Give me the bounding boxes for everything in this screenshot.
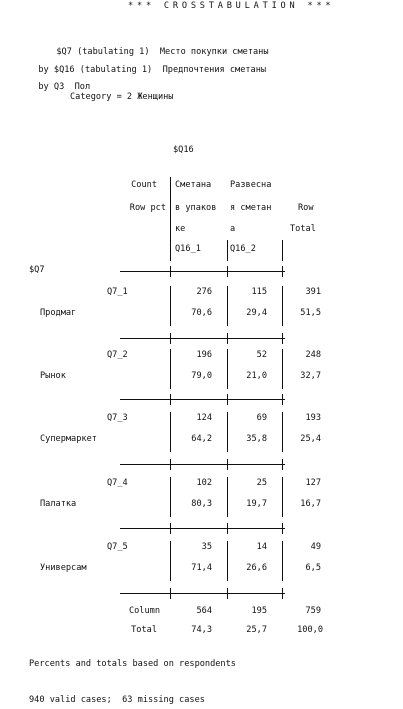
row-code: Q7_5 xyxy=(107,542,128,552)
layer-variable-name: Q3 xyxy=(53,81,65,92)
cell-count: 52 xyxy=(256,350,267,360)
cell-row-pct: 71,4 xyxy=(191,563,212,573)
column-variable-name: $Q16 xyxy=(53,64,75,75)
row-total-count: 49 xyxy=(310,542,321,552)
section-rule xyxy=(120,271,285,272)
column-divider xyxy=(227,412,228,452)
cell-row-pct: 64,2 xyxy=(191,434,212,444)
column-total-pct-1: 74,3 xyxy=(191,625,212,635)
column-variable-title: $Q16 xyxy=(173,145,194,155)
column-variable-label: Предпочтения сметаны xyxy=(162,64,267,75)
row-code: Q7_1 xyxy=(107,287,128,297)
rule-tick xyxy=(227,523,228,534)
crosstab-banner: *** CROSSTABULATION *** xyxy=(128,1,335,11)
column-divider xyxy=(282,477,283,517)
by-keyword: by xyxy=(38,64,49,75)
cell-row-pct: 19,7 xyxy=(246,499,267,509)
row-total-pct: 16,7 xyxy=(300,499,321,509)
percents-note: Percents and totals based on respondents xyxy=(29,659,236,669)
rule-tick xyxy=(227,459,228,470)
rule-tick xyxy=(170,459,171,470)
section-rule xyxy=(120,528,285,529)
rule-tick xyxy=(282,333,283,344)
header-divider xyxy=(282,240,283,261)
column-divider xyxy=(227,286,228,326)
rule-tick xyxy=(170,266,171,277)
column-total-label-1: Column xyxy=(128,606,160,616)
rule-tick xyxy=(282,588,283,599)
cell-count: 276 xyxy=(196,287,212,297)
column-2-code: Q16_2 xyxy=(230,244,256,254)
column-divider xyxy=(282,349,283,389)
row-total-pct: 25,4 xyxy=(300,434,321,444)
column-divider xyxy=(227,349,228,389)
column-variable-line xyxy=(28,57,266,74)
layer-variable-label: Пол xyxy=(74,81,91,92)
header-divider xyxy=(227,240,228,261)
cell-row-pct: 26,6 xyxy=(246,563,267,573)
column-2-label-line-3: а xyxy=(230,224,236,234)
row-total-count: 127 xyxy=(305,478,321,488)
column-divider xyxy=(227,477,228,517)
section-rule xyxy=(120,464,285,465)
rule-tick xyxy=(282,394,283,405)
grand-total-pct: 100,0 xyxy=(297,625,323,635)
tabulating-note: (tabulating 1) xyxy=(77,46,150,57)
row-code: Q7_2 xyxy=(107,350,128,360)
column-2-label-line-1: Развесна xyxy=(230,180,272,190)
header-divider xyxy=(170,177,171,261)
cell-row-pct: 79,0 xyxy=(191,371,212,381)
rule-tick xyxy=(227,266,228,277)
column-divider xyxy=(282,412,283,452)
rule-tick xyxy=(227,588,228,599)
row-total-count: 193 xyxy=(305,413,321,423)
cell-count: 124 xyxy=(196,413,212,423)
rule-tick xyxy=(170,588,171,599)
row-variable-line xyxy=(46,39,269,56)
count-label: Count xyxy=(131,180,157,190)
cell-row-pct: 35,8 xyxy=(246,434,267,444)
cell-row-pct: 21,0 xyxy=(246,371,267,381)
section-rule xyxy=(120,593,285,594)
section-rule xyxy=(120,399,285,400)
row-code: Q7_3 xyxy=(107,413,128,423)
cell-count: 25 xyxy=(256,478,267,488)
row-variable-label: Место покупки сметаны xyxy=(159,46,269,57)
rule-tick xyxy=(170,333,171,344)
row-total-label-line-2: Total xyxy=(290,224,316,234)
row-total-count: 248 xyxy=(305,350,321,360)
row-total-pct: 51,5 xyxy=(300,308,321,318)
column-total-count-1: 564 xyxy=(196,606,212,616)
row-variable-name: $Q7 xyxy=(56,46,72,57)
row-label: Супермаркет xyxy=(40,434,97,444)
cell-count: 115 xyxy=(251,287,267,297)
column-1-label-line-3: ке xyxy=(175,224,186,234)
column-divider xyxy=(282,286,283,326)
layer-variable-line xyxy=(28,74,90,91)
cell-count: 196 xyxy=(196,350,212,360)
cell-row-pct: 29,4 xyxy=(246,308,267,318)
column-divider xyxy=(170,477,171,517)
column-total-pct-2: 25,7 xyxy=(246,625,267,635)
column-divider xyxy=(227,541,228,581)
by-keyword: by xyxy=(38,81,49,92)
column-divider xyxy=(170,412,171,452)
row-total-count: 391 xyxy=(305,287,321,297)
column-total-label-2: Total xyxy=(131,625,157,635)
cases-summary: 940 valid cases; 63 missing cases xyxy=(29,695,205,705)
rule-tick xyxy=(282,459,283,470)
rule-tick xyxy=(282,523,283,534)
row-label: Рынок xyxy=(40,371,66,381)
category-line: Category = 2 Женщины xyxy=(70,92,174,102)
rule-tick xyxy=(282,266,283,277)
cell-row-pct: 70,6 xyxy=(191,308,212,318)
cell-count: 35 xyxy=(201,542,212,552)
column-total-count-2: 195 xyxy=(251,606,267,616)
row-pct-label: Row pct xyxy=(129,203,166,213)
row-code: Q7_4 xyxy=(107,478,128,488)
row-variable-title: $Q7 xyxy=(29,265,45,275)
column-2-label-line-2: я сметан xyxy=(230,203,272,213)
grand-total-count: 759 xyxy=(305,606,321,616)
rule-tick xyxy=(170,394,171,405)
row-total-pct: 32,7 xyxy=(300,371,321,381)
row-label: Палатка xyxy=(40,499,77,509)
column-divider xyxy=(170,349,171,389)
cell-row-pct: 80,3 xyxy=(191,499,212,509)
rule-tick xyxy=(227,333,228,344)
row-label: Продмаг xyxy=(40,308,77,318)
rule-tick xyxy=(227,394,228,405)
section-rule xyxy=(120,338,285,339)
column-divider xyxy=(170,286,171,326)
column-divider xyxy=(282,541,283,581)
column-1-label-line-2: в упаков xyxy=(175,203,217,213)
column-divider xyxy=(170,541,171,581)
row-label: Универсам xyxy=(40,563,87,573)
rule-tick xyxy=(170,523,171,534)
row-total-pct: 6,5 xyxy=(305,563,321,573)
column-1-label-line-1: Сметана xyxy=(175,180,212,190)
cell-count: 69 xyxy=(256,413,267,423)
row-total-label-line-1: Row xyxy=(298,203,314,213)
cell-count: 14 xyxy=(256,542,267,552)
cell-count: 102 xyxy=(196,478,212,488)
tabulating-note: (tabulating 1) xyxy=(79,64,153,75)
column-1-code: Q16_1 xyxy=(175,244,201,254)
